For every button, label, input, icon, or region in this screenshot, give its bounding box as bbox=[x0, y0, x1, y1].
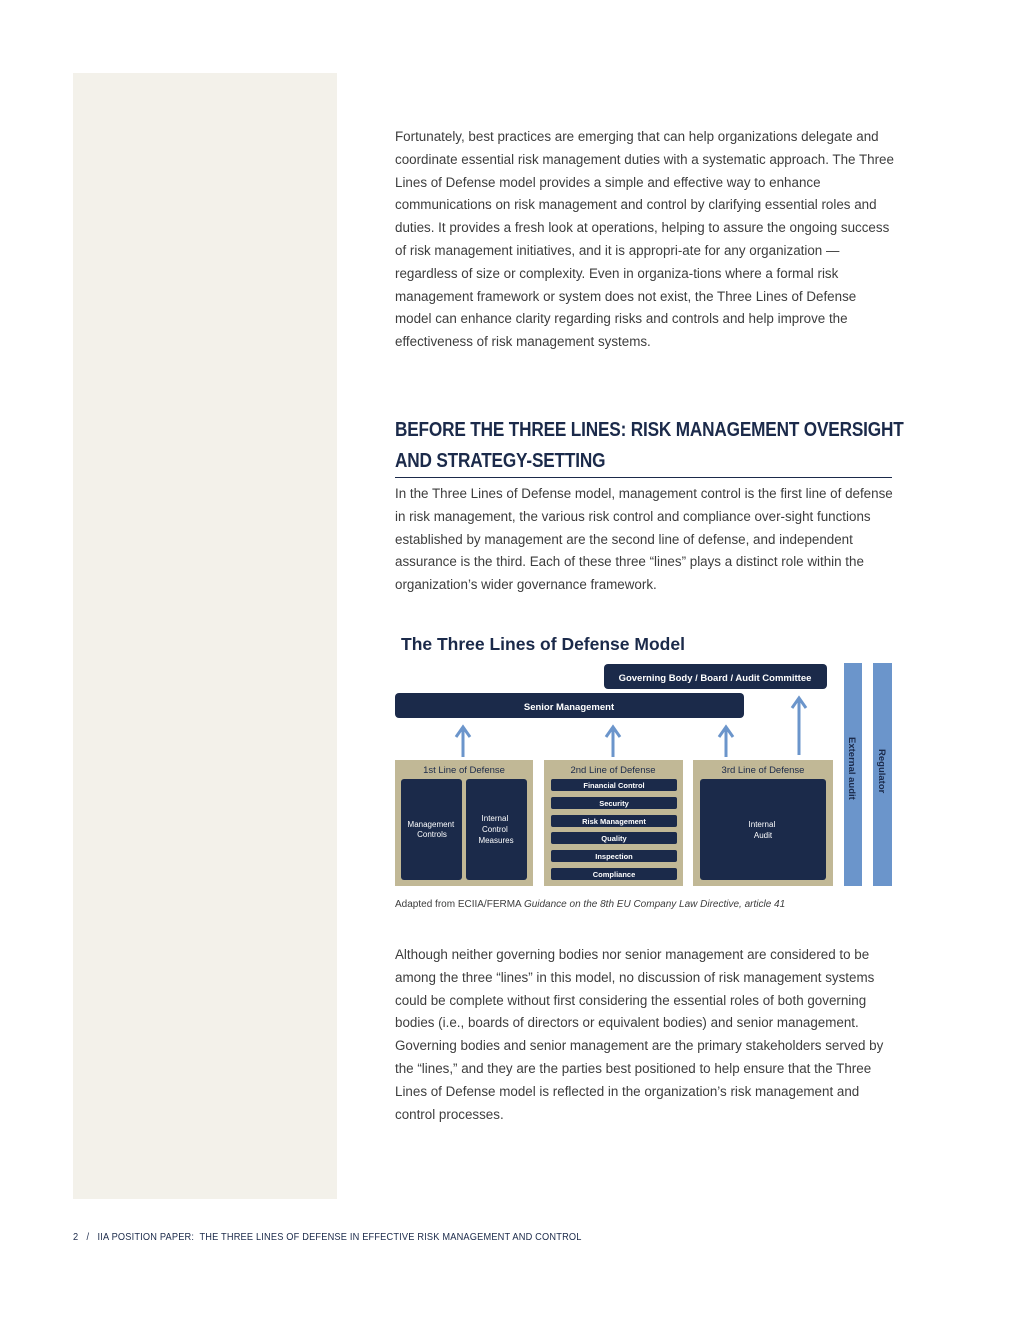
section-paragraph: In the Three Lines of Defense model, management control is the first line of defense in risk management, the various risk control and compliance over-sight functions established by management are the second line of defense, and independent assurance is the third. Each of these three “lines” plays a distinct role within the organization’s wider governance framework. bbox=[395, 486, 893, 593]
intro-paragraph: Fortunately, best practices are emerging that can help organizations delegate and coordinate essential risk management duties with a systematic approach. The Three Lines of Defense model provides a simple and effective way to enhance communications on risk management and control by clarifying essential roles and duties. It provides a fresh look at operations, helping to assure the ongoing success of risk management initiatives, and it is appropri-ate for any organization — regardless of size or complexity. Even in organiza-tions where a formal risk management framework or system does not exist, the Three Lines of Defense model can enhance clarity regarding risks and controls and help improve the effectiveness of risk management systems. bbox=[395, 129, 894, 350]
figure-caption bbox=[395, 899, 785, 910]
item-quality: Quality bbox=[601, 834, 627, 843]
internal-audit-line2: Audit bbox=[753, 831, 773, 840]
governing-body-label: Governing Body / Board / Audit Committee bbox=[618, 673, 812, 684]
page-footer bbox=[73, 1231, 651, 1243]
caption-prefix: Adapted from ECIIA/FERMA bbox=[395, 899, 524, 910]
item-financial-control: Financial Control bbox=[583, 781, 645, 790]
internal-control-line2: Control bbox=[481, 825, 508, 834]
internal-audit-line1: Internal bbox=[748, 820, 776, 829]
section-heading-line2: AND STRATEGY-SETTING bbox=[395, 450, 606, 472]
internal-control-line3: Measures bbox=[478, 836, 514, 845]
item-security: Security bbox=[599, 799, 629, 808]
section-heading-line1: BEFORE THE THREE LINES: RISK MANAGEMENT OVERSIGHT bbox=[395, 419, 904, 441]
footer-text: 2 / IIA POSITION PAPER: THE THREE LINES OF DEFENSE IN EFFECTIVE RISK MANAGEMENT AND CONTROL bbox=[73, 1231, 582, 1243]
internal-control-measures-label bbox=[478, 814, 513, 845]
internal-audit-box bbox=[700, 779, 826, 880]
figure-title: The Three Lines of Defense Model bbox=[401, 634, 685, 654]
third-line-label: 3rd Line of Defense bbox=[721, 765, 805, 776]
item-compliance: Compliance bbox=[592, 870, 636, 879]
second-line-label: 2nd Line of Defense bbox=[570, 765, 656, 776]
management-controls-line1: Management bbox=[407, 820, 455, 829]
external-audit-label: External audit bbox=[846, 737, 857, 800]
item-risk-management: Risk Management bbox=[582, 817, 646, 826]
item-inspection: Inspection bbox=[595, 852, 633, 861]
regulator-label: Regulator bbox=[876, 749, 887, 794]
management-controls-line2: Controls bbox=[417, 830, 447, 839]
first-line-label: 1st Line of Defense bbox=[423, 765, 505, 776]
internal-control-line1: Internal bbox=[481, 814, 509, 823]
senior-management-label: Senior Management bbox=[523, 702, 615, 713]
caption-source: Guidance on the 8th EU Company Law Directive, article 41 bbox=[523, 899, 786, 910]
closing-paragraph: Although neither governing bodies nor senior management are considered to be among the three “lines” in this model, no discussion of risk management systems could be complete without first considering the essential roles of both governing bodies (i.e., boards of directors or equivalent bodies) and senior management. Governing bodies and senior management are the primary stakeholders served by the “lines,” and they are the parties best positioned to help ensure that the Three Lines of Defense model is reflected in the organization’s risk management and control processes. bbox=[395, 947, 884, 1122]
